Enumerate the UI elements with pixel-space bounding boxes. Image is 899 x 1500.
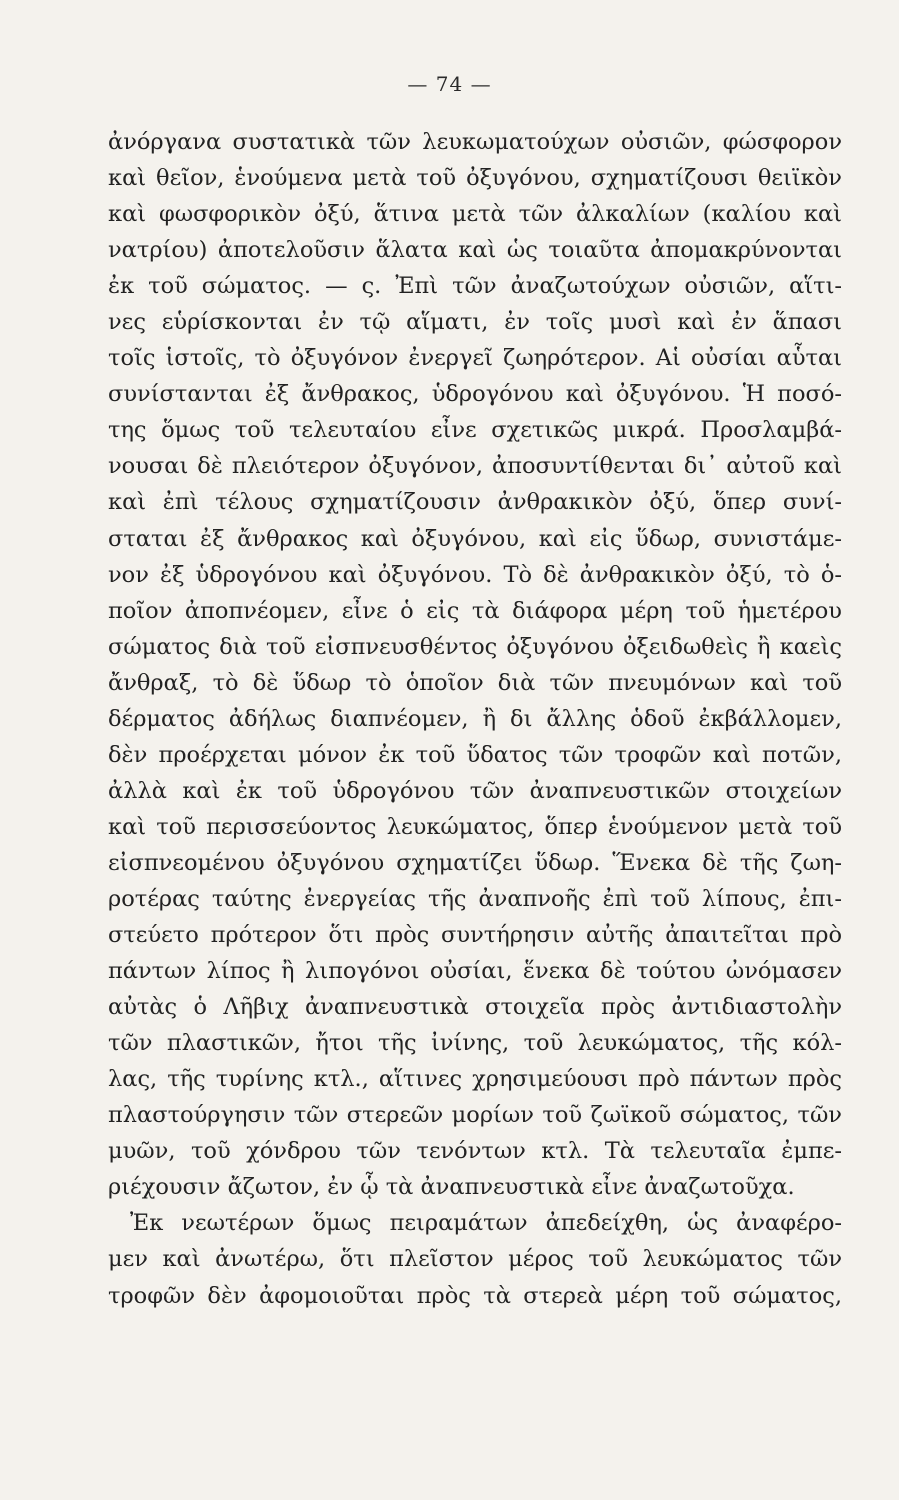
page-number: — 74 — [407,72,492,96]
text-line: στεύετο πρότερον ὅτι πρὸς συντήρησιν αὐτῆς ἀπαιτεῖται πρὸ [108,922,842,949]
text-line: καὶ φωσφορικὸν ὀξύ, ἅτινα μετὰ τῶν ἀλκαλίων (καλίου καὶ [108,201,842,228]
text-line: ριέχουσιν ἄζωτον, ἐν ᾧ τὰ ἀναπνευστικὰ εἶνε ἀναζωτοῦχα. [108,1174,795,1201]
text-line: νατρίου) ἀποτελοῦσιν ἅλατα καὶ ὡς τοιαῦτα ἀπομακρύνονται [108,237,842,264]
text-line: καὶ ἐπὶ τέλους σχηματίζουσιν ἀνθρακικὸν ὀξύ, ὅπερ συνί- [108,489,842,516]
text-line: καὶ τοῦ περισσεύοντος λευκώματος, ὅπερ ἑνούμενον μετὰ τοῦ [108,813,842,840]
text-line: ἀλλὰ καὶ ἐκ τοῦ ὑδρογόνου τῶν ἀναπνευστικῶν στοιχείων [108,777,842,804]
text-line: δέρματος ἀδήλως διαπνέομεν, ἢ δι ἄλλης ὁδοῦ ἐκβάλλομεν, [108,705,842,732]
body-text [108,124,842,1314]
text-line: τῶν πλαστικῶν, ἤτοι τῆς ἰνίνης, τοῦ λευκώματος, τῆς κόλ- [108,1030,842,1057]
text-line: ποῖον ἀποπνέομεν, εἶνε ὁ εἰς τὰ διάφορα μέρη τοῦ ἡμετέρου [108,597,842,624]
text-line: συνίστανται ἐξ ἄνθρακος, ὑδρογόνου καὶ ὀξυγόνου. Ἡ ποσό- [108,381,842,408]
text-line: εἰσπνεομένου ὀξυγόνου σχηματίζει ὕδωρ. Ἕνεκα δὲ τῆς ζωη- [108,849,842,876]
text-line: μεν καὶ ἀνωτέρω, ὅτι πλεῖστον μέρος τοῦ λευκώματος τῶν [108,1246,842,1273]
text-line: πλαστούργησιν τῶν στερεῶν μορίων τοῦ ζωϊκοῦ σώματος, τῶν [108,1102,842,1129]
text-line: λας, τῆς τυρίνης κτλ., αἵτινες χρησιμεύουσι πρὸ πάντων πρὸς [108,1066,842,1093]
text-line: τοῖς ἱστοῖς, τὸ ὀξυγόνον ἐνεργεῖ ζωηρότερον. Αἱ οὐσίαι αὗται [108,345,842,372]
text-line: νον ἐξ ὑδρογόνου καὶ ὀξυγόνου. Τὸ δὲ ἀνθρακικὸν ὀξύ, τὸ ὁ- [108,561,842,588]
text-line: τροφῶν δὲν ἀφομοιοῦται πρὸς τὰ στερεὰ μέρη τοῦ σώματος, [108,1282,842,1309]
text-line: της ὅμως τοῦ τελευταίου εἶνε σχετικῶς μικρά. Προσλαμβά- [108,417,842,444]
text-line: ροτέρας ταύτης ἐνεργείας τῆς ἀναπνοῆς ἐπὶ τοῦ λίπους, ἐπι- [108,885,842,912]
text-line: νουσαι δὲ πλειότερον ὀξυγόνον, ἀποσυντίθενται δι᾽ αὐτοῦ καὶ [108,453,842,480]
text-line: ἀνόργανα συστατικὰ τῶν λευκωματούχων οὐσιῶν, φώσφορον [108,129,842,155]
text-line: ἐκ τοῦ σώματος. — ς. Ἐπὶ τῶν ἀναζωτούχων οὐσιῶν, αἵτι- [108,273,842,300]
text-line: μυῶν, τοῦ χόνδρου τῶν τενόντων κτλ. Τὰ τελευταῖα ἐμπε- [108,1138,842,1165]
text-line: νες εὑρίσκονται ἐν τῷ αἵματι, ἐν τοῖς μυσὶ καὶ ἐν ἅπασι [108,309,842,336]
text-line: πάντων λίπος ἢ λιπογόνοι οὐσίαι, ἕνεκα δὲ τούτου ὠνόμασεν [108,958,842,985]
text-line: σταται ἐξ ἄνθρακος καὶ ὀξυγόνου, καὶ εἰς ὕδωρ, συνιστάμε- [108,525,842,552]
text-line: δὲν προέρχεται μόνον ἐκ τοῦ ὕδατος τῶν τροφῶν καὶ ποτῶν, [108,741,842,768]
text-line: Ἐκ νεωτέρων ὅμως πειραμάτων ἀπεδείχθη, ὡς ἀναφέρο- [130,1210,842,1237]
text-line: αὐτὰς ὁ Λῆβιχ ἀναπνευστικὰ στοιχεῖα πρὸς ἀντιδιαστολὴν [108,994,842,1021]
text-line: σώματος διὰ τοῦ εἰσπνευσθέντος ὀξυγόνου ὀξειδωθεὶς ἢ καεὶς [108,633,842,660]
text-line: καὶ θεῖον, ἑνούμενα μετὰ τοῦ ὀξυγόνου, σχηματίζουσι θειϊκὸν [108,165,842,192]
text-line: ἄνθραξ, τὸ δὲ ὕδωρ τὸ ὁποῖον διὰ τῶν πνευμόνων καὶ τοῦ [108,669,842,696]
